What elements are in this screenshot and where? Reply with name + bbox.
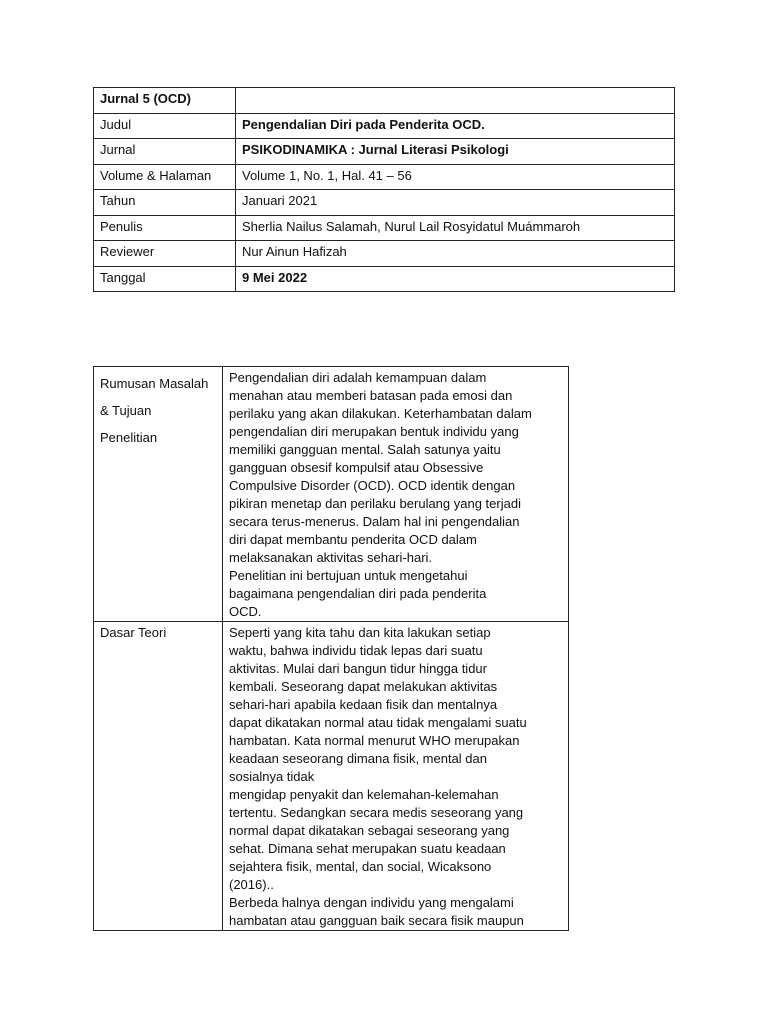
rumusan-label-line-1: Rumusan Masalah xyxy=(100,376,209,391)
row-value-judul: Pengendalian Diri pada Penderita OCD. xyxy=(236,113,675,139)
table-row xyxy=(94,164,675,190)
table-row xyxy=(94,190,675,216)
table-header-label: Jurnal 5 (OCD) xyxy=(94,88,236,114)
dasar-teori-paragraph: Seperti yang kita tahu dan kita lakukan setiap waktu, bahwa individu tidak lepas dari suatu aktivitas. Mulai dari bangun tidur hingga tidur kembali. Seseorang dapat melakukan aktivitas sehari-hari apabila kedaan fisik dan mentalnya dapat dikatakan normal atau tidak mengalami suatu hambatan. Kata normal menurut WHO merupakan keadaan seseorang dimana fisik, mental dan sosialnya tidak mengidap penyakit dan kelemahan-kelemahan tertentu. Sedangkan secara medis seseorang yang normal dapat dikatakan sebagai seseorang yang sehat. Dimana sehat merupakan suatu keadaan sejahtera fisik, mental, dan social, Wicaksono (2016).. Berbeda halnya dengan individu yang mengalami hambatan atau gangguan baik secara fisik maupun xyxy=(229,625,527,928)
row-value-penulis: Sherlia Nailus Salamah, Nurul Lail Rosyidatul Muámmaroh xyxy=(236,215,675,241)
row-label-tanggal: Tanggal xyxy=(94,266,236,292)
dasar-teori-text-cell xyxy=(223,622,569,931)
table-header-empty-cell xyxy=(236,88,675,114)
row-label-jurnal: Jurnal xyxy=(94,139,236,165)
dasar-teori-label: Dasar Teori xyxy=(94,622,223,931)
rumusan-paragraph: Pengendalian diri adalah kemampuan dalam menahan atau memberi batasan pada emosi dan perilaku yang akan dilakukan. Keterhambatan dalam pengendalian diri merupakan bentuk individu yang memiliki gangguan mental. Salah satunya yaitu gangguan obsesif kompulsif atau Obsessive Compulsive Disorder (OCD). OCD identik dengan pikiran menetap dan perilaku berulang yang terjadi secara terus-menerus. Dalam hal ini pengendalian diri dapat membantu penderita OCD dalam melaksanakan aktivitas sehari-hari. Penelitian ini bertujuan untuk mengetahui bagaimana pengendalian diri pada penderita OCD. xyxy=(229,370,532,619)
table-row xyxy=(94,266,675,292)
table-row xyxy=(94,113,675,139)
row-label-penulis: Penulis xyxy=(94,215,236,241)
rumusan-label-line-2: & Tujuan xyxy=(100,403,152,418)
table-row xyxy=(94,622,569,931)
row-label-volume: Volume & Halaman xyxy=(94,164,236,190)
table-row xyxy=(94,88,675,114)
row-value-tanggal: 9 Mei 2022 xyxy=(236,266,675,292)
row-label-judul: Judul xyxy=(94,113,236,139)
journal-review-table xyxy=(93,366,569,931)
row-label-tahun: Tahun xyxy=(94,190,236,216)
row-label-reviewer: Reviewer xyxy=(94,241,236,267)
row-value-reviewer: Nur Ainun Hafizah xyxy=(236,241,675,267)
table-row xyxy=(94,241,675,267)
table-row xyxy=(94,367,569,622)
table-row xyxy=(94,215,675,241)
rumusan-label-line-3: Penelitian xyxy=(100,430,158,445)
rumusan-label-cell xyxy=(94,367,223,622)
row-value-volume: Volume 1, No. 1, Hal. 41 – 56 xyxy=(236,164,675,190)
rumusan-text-cell xyxy=(223,367,569,622)
journal-info-table xyxy=(93,87,675,292)
row-value-tahun: Januari 2021 xyxy=(236,190,675,216)
table-row xyxy=(94,139,675,165)
row-value-jurnal: PSIKODINAMIKA : Jurnal Literasi Psikologi xyxy=(236,139,675,165)
